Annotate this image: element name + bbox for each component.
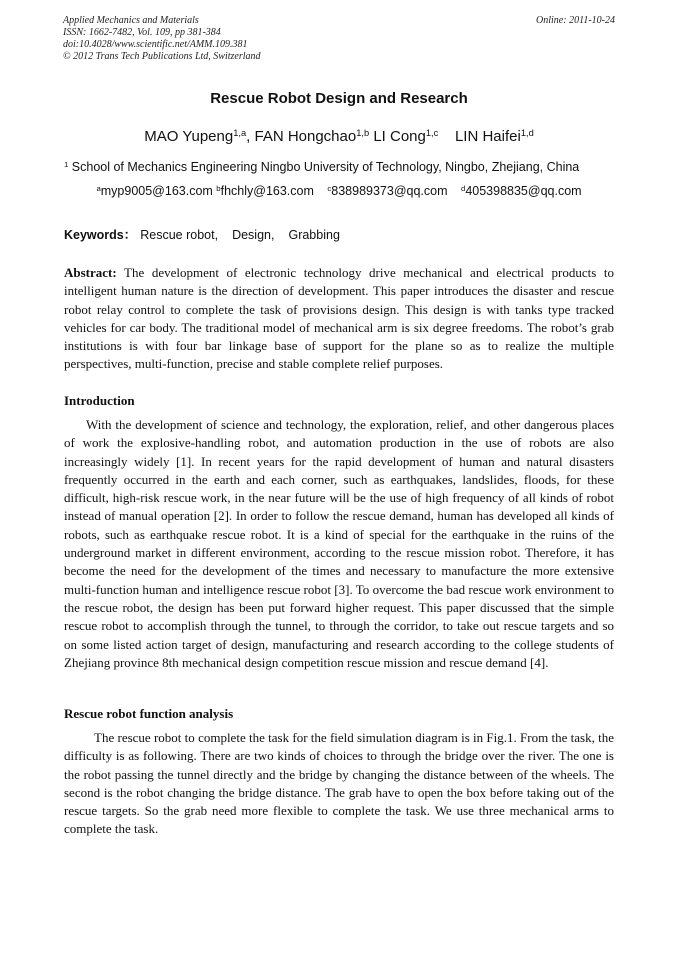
keywords (64, 225, 350, 243)
abstract-label: Abstract: (64, 265, 117, 280)
copyright-line: © 2012 Trans Tech Publications Ltd, Switzerland (63, 51, 261, 62)
online-date: Online: 2011-10-24 (536, 15, 615, 26)
abstract-text: The development of electronic technology drive mechanical and electrical products to intelligent human nature is the direction of development. This paper introduces the disaster and rescue robot relay control to complete the task of provisions design. This design is with tanks type tracked vehicles for car body. The traditional model of mechanical arm is six degree freedoms. The robot’s grab institutions is with four bar linkage base of support for the plane so as to realize the multiple perspectives, multi-function, precise and stable complete relief purposes. (64, 265, 614, 372)
email: $^b$fhchly@163.com (216, 183, 314, 198)
author: FAN Hongchao$^{1,b}$ (254, 127, 370, 145)
journal-name: Applied Mechanics and Materials (63, 15, 199, 26)
email: $^c$838989373@qq.com (327, 183, 448, 198)
doi-line: doi:10.4028/www.scientific.net/AMM.109.381 (63, 39, 248, 50)
introduction-paragraph: With the development of science and technology, the exploration, relief, and other dangerous places of work the explosive-handling robot, and automation production in the use of robots are also increasingly widely [1]. In recent years for the rapid development of human and natural disasters frequently occurred in the earth and each corner, such as earthquakes, landslides, floods, for these difficult, high-risk rescue work, in the near future will be the use of high frequency of all kinds of robot instead of manual operation [2]. In order to follow the rescue demand, human has developed all kinds of robots, such as earthquake rescue robot. It is a kind of special for the earthquake in the ruins of the underground market in different environment, according to the rescue mission robot. Therefore, it has become the need for the development of the times and necessary to manufacture the more extensive multi-function human and intelligence rescue robot [3]. To overcome the bad rescue work environment to the rescue robot, the design has been put forward higher request. This paper discussed that the simple rescue robot to accomplish through the tunnel, to through the corridor, to take out rescue targets and so on some listed action target of design, manufacturing and research according to the college students of Zhejiang province 8th mechanical design competition rescue mission and rescue demand [4]. (64, 417, 614, 670)
section-heading-introduction: Introduction (64, 393, 135, 408)
keyword: Rescue robot, (140, 228, 219, 242)
email: $^d$405398835@qq.com (461, 183, 582, 198)
keyword: Design, (232, 228, 275, 242)
abstract (64, 264, 614, 374)
function-analysis-paragraph: The rescue robot to complete the task for the field simulation diagram is in Fig.1. From the task, the difficulty is as following. There are two kinds of choices to through the bridge over the river. The one is the robot passing the tunnel directly and the bridge by changing the distance between of the wheels. The second is the robot changing the bridge distance. The grab have to open the box before taking out of the rescue targets. So the grab need more flexible to complete the task. We use three mechanical arms to complete the task. (64, 730, 614, 837)
issn-line: ISSN: 1662-7482, Vol. 109, pp 381-384 (63, 27, 221, 38)
keyword: Grabbing (288, 228, 340, 242)
author: MAO Yupeng$^{1,a}$ (144, 127, 247, 145)
email-list (0, 184, 678, 198)
paper-title: Rescue Robot Design and Research (210, 90, 468, 107)
author: LI Cong$^{1,c}$ (373, 127, 439, 145)
author: LIN Haifei$^{1,d}$ (454, 127, 534, 145)
affiliation: $^1$ School of Mechanics Engineering Ningbo University of Technology, Ningbo, Zhejiang, China (64, 159, 580, 174)
section-heading-function-analysis: Rescue robot function analysis (64, 706, 234, 721)
author-list: MAO Yupeng$^{1,a}$, FAN Hongchao$^{1,b}$ LI Cong$^{1,c}$ LIN Haifei$^{1,d}$ (144, 127, 534, 145)
keywords-label: Keywords： (64, 228, 137, 242)
journal-header (63, 15, 615, 63)
email: $^a$myp9005@163.com (96, 183, 213, 198)
